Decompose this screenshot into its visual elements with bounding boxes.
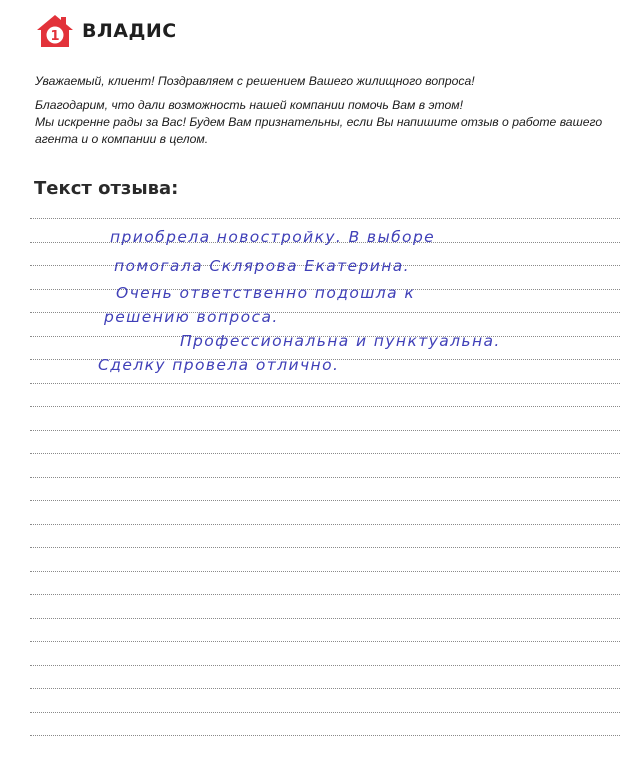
ruled-line	[30, 594, 620, 595]
greeting-text: Уважаемый, клиент! Поздравляем с решением Вашего жилищного вопроса!	[35, 74, 475, 88]
handwritten-review	[30, 218, 620, 418]
request-text: Мы искренне рады за Вас! Будем Вам признательны, если Вы напишите отзыв о работе вашего агента и о компании в целом.	[35, 115, 603, 146]
ruled-line	[30, 477, 620, 478]
logo-digit: 1	[50, 29, 60, 44]
thanks-text: Благодарим, что дали возможность нашей компании помочь Вам в этом!	[35, 98, 464, 112]
ruled-line	[30, 641, 620, 642]
brand-header	[36, 14, 177, 48]
review-lined-area	[30, 218, 620, 758]
intro-text	[35, 73, 605, 148]
review-heading: Текст отзыва:	[34, 178, 179, 199]
ruled-line	[30, 547, 620, 548]
review-line: Очень ответственно подошла к	[116, 284, 416, 302]
review-line: приобрела новостройку. В выборе	[110, 228, 436, 246]
ruled-line	[30, 688, 620, 689]
brand-name: ВЛАДИС	[82, 20, 177, 42]
review-line: помогала Склярова Екатерина.	[114, 257, 410, 275]
ruled-line	[30, 453, 620, 454]
ruled-line	[30, 500, 620, 501]
review-line: Сделку провела отлично.	[98, 356, 340, 374]
review-line: Профессиональна и пунктуальна.	[180, 332, 501, 350]
ruled-line	[30, 712, 620, 713]
ruled-line	[30, 524, 620, 525]
ruled-line	[30, 735, 620, 736]
ruled-line	[30, 571, 620, 572]
ruled-line	[30, 665, 620, 666]
ruled-line	[30, 430, 620, 431]
ruled-line	[30, 618, 620, 619]
review-line: решению вопроса.	[104, 308, 279, 326]
house-key-logo-icon	[36, 14, 74, 48]
